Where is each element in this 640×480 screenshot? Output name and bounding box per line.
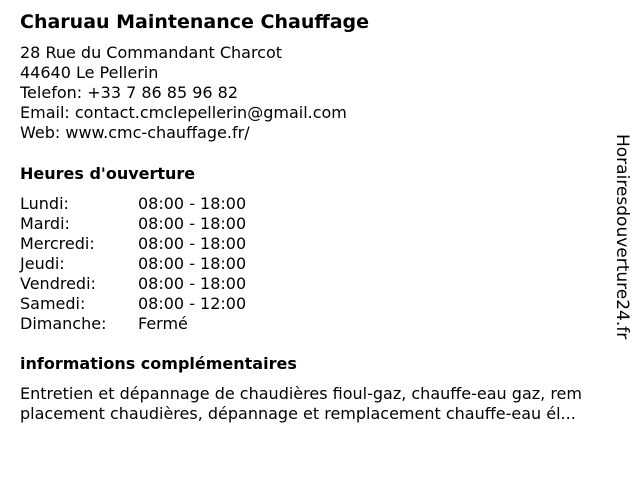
- day-label: Lundi:: [20, 194, 69, 213]
- hours-value: 08:00 - 18:00: [138, 234, 247, 253]
- hours-row-tuesday: [20, 214, 320, 234]
- business-name: Charuau Maintenance Chauffage: [20, 11, 370, 33]
- hours-row-monday: [20, 194, 320, 214]
- address-street: 28 Rue du Commandant Charcot: [20, 43, 283, 62]
- day-label: Vendredi:: [20, 274, 96, 293]
- website: Web: www.cmc-chauffage.fr/: [20, 123, 250, 142]
- description-line: Entretien et dépannage de chaudières fioul-gaz, chauffe-eau gaz, rem: [20, 384, 582, 403]
- hours-row-friday: [20, 274, 320, 294]
- day-label: Mardi:: [20, 214, 70, 233]
- opening-hours-heading: Heures d'ouverture: [20, 164, 196, 183]
- phone-number: Telefon: +33 7 86 85 96 82: [20, 83, 239, 102]
- contact-block: [20, 43, 347, 143]
- opening-hours-table: [20, 194, 320, 334]
- hours-row-thursday: [20, 254, 320, 274]
- site-watermark: Horairesdouverture24.fr: [612, 134, 632, 340]
- hours-value: 08:00 - 18:00: [138, 254, 247, 273]
- email-address: Email: contact.cmclepellerin@gmail.com: [20, 103, 347, 122]
- day-label: Jeudi:: [20, 254, 65, 273]
- hours-value: 08:00 - 18:00: [138, 274, 247, 293]
- day-label: Mercredi:: [20, 234, 95, 253]
- day-label: Samedi:: [20, 294, 86, 313]
- day-label: Dimanche:: [20, 314, 107, 333]
- hours-value: 08:00 - 18:00: [138, 194, 247, 213]
- additional-info-text: [20, 384, 630, 424]
- hours-value: 08:00 - 12:00: [138, 294, 247, 313]
- hours-row-wednesday: [20, 234, 320, 254]
- hours-value: Fermé: [138, 314, 188, 333]
- hours-value: 08:00 - 18:00: [138, 214, 247, 233]
- description-line: placement chaudières, dépannage et remplacement chauffe-eau él...: [20, 404, 576, 423]
- hours-row-sunday: [20, 314, 320, 334]
- additional-info-heading: informations complémentaires: [20, 354, 297, 373]
- hours-row-saturday: [20, 294, 320, 314]
- address-city: 44640 Le Pellerin: [20, 63, 159, 82]
